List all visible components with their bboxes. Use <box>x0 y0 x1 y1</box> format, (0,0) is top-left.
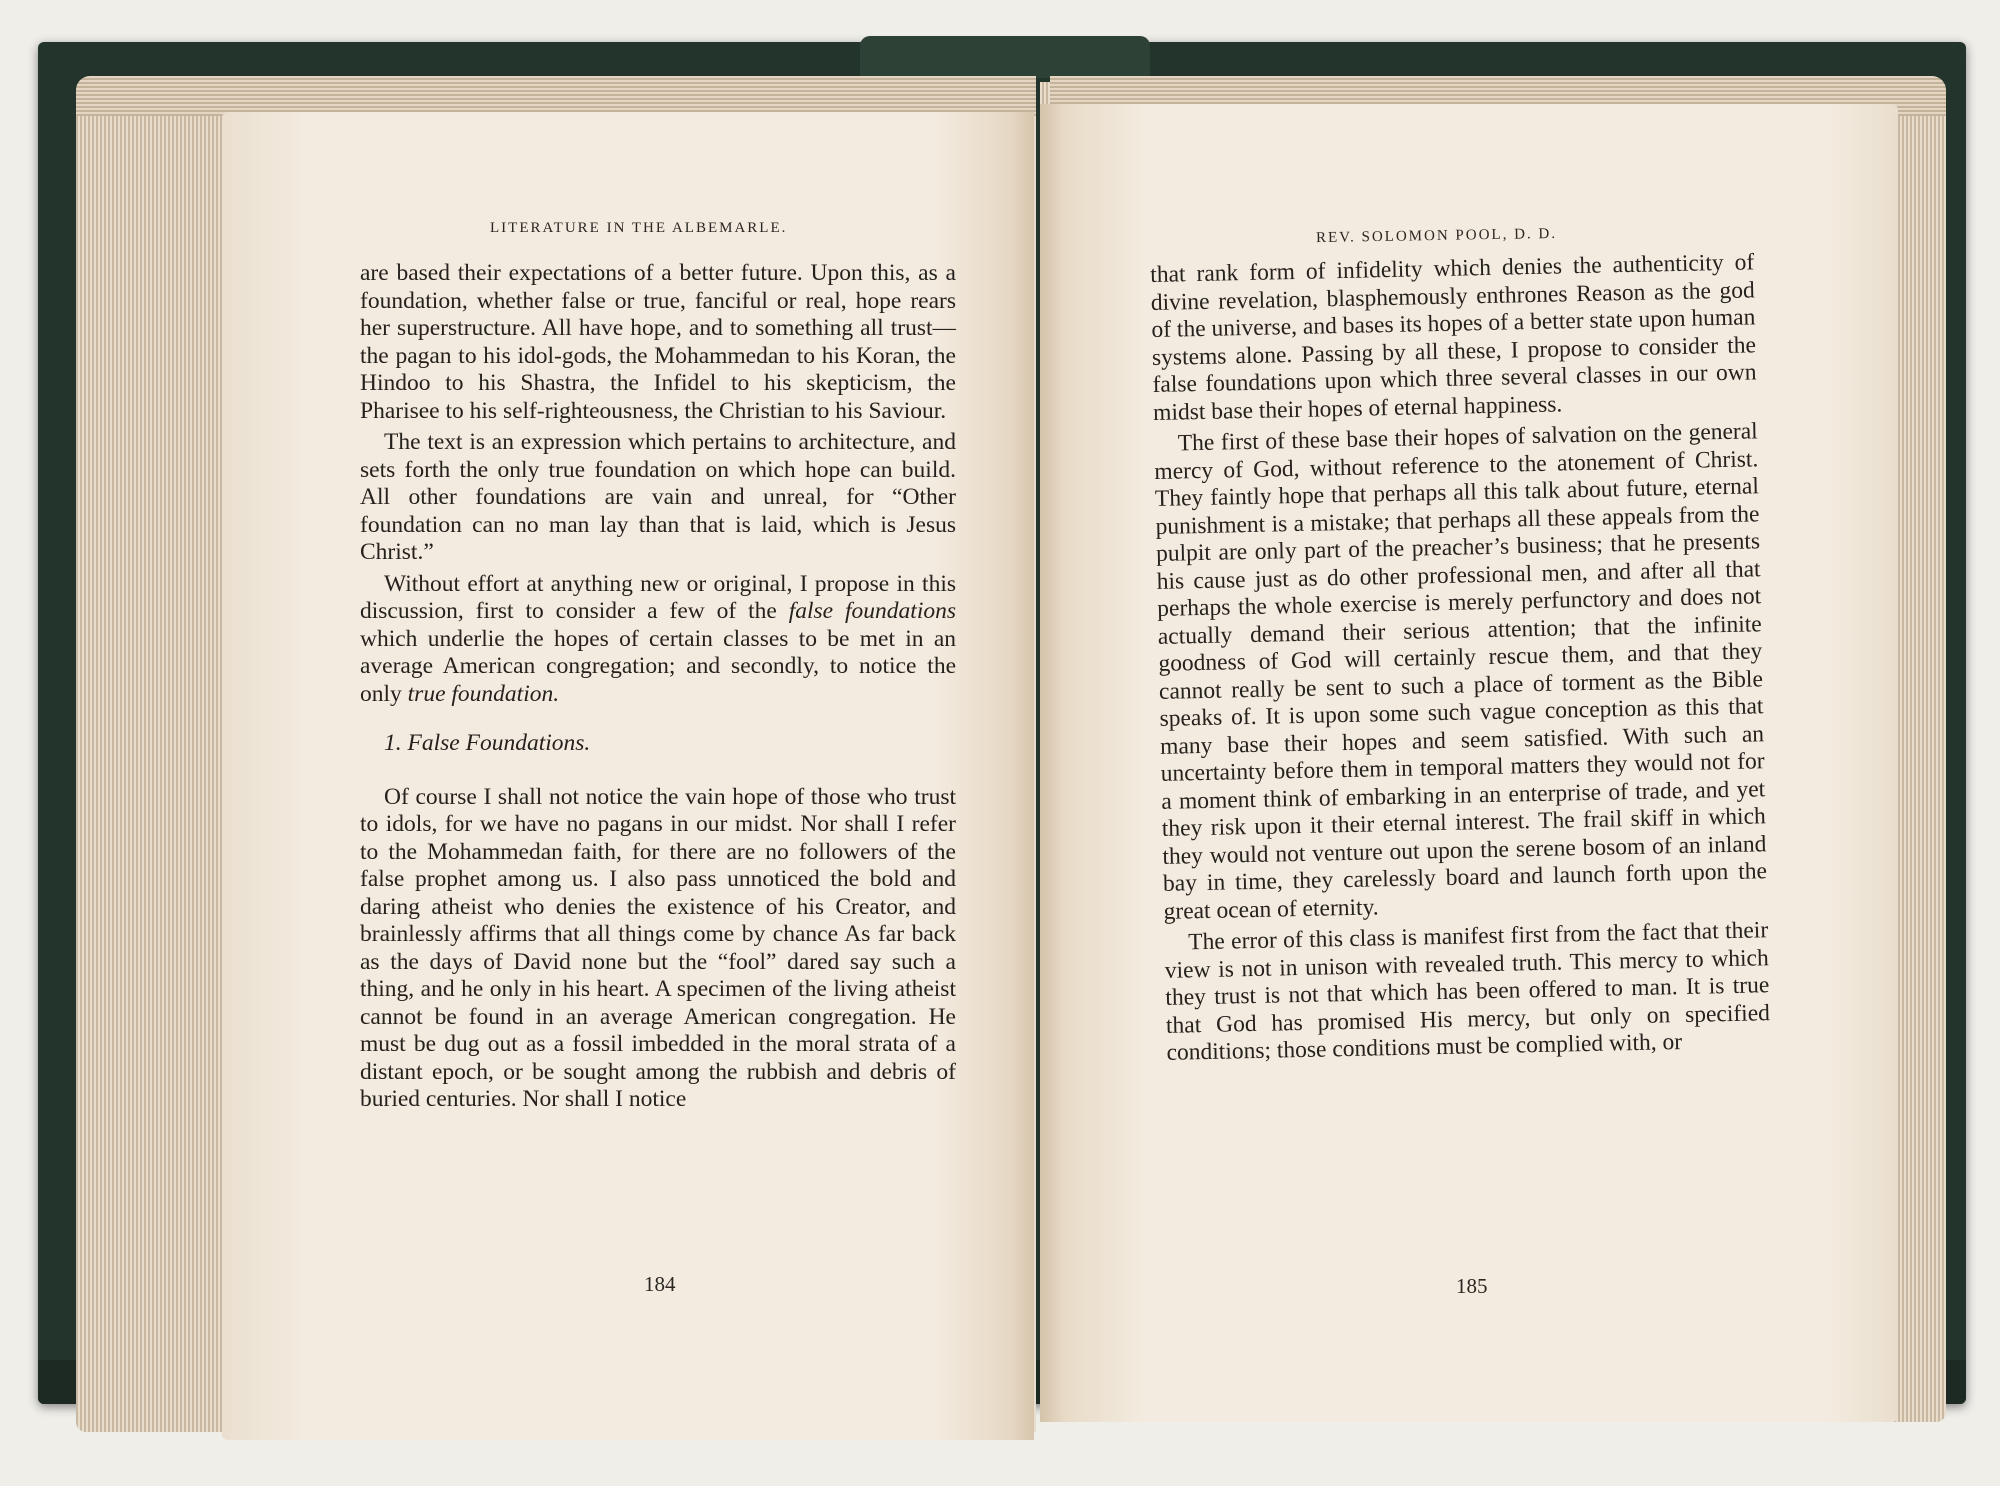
left-running-head: LITERATURE IN THE ALBEMARLE. <box>490 220 788 236</box>
right-page <box>1040 104 1898 1422</box>
right-page-body <box>1150 249 1771 1067</box>
right-running-head: REV. SOLOMON POOL, D. D. <box>1315 225 1558 247</box>
left-page-number: 184 <box>644 1272 676 1296</box>
true-foundation-emphasis: true foundation. <box>407 680 560 707</box>
right-paragraph-3: The error of this class is manifest first from the fact that their view is not in unison with revealed truth. This mercy to which they trust is not that which has been offered to man. It is true that God has promised His mercy, but only on specified conditions; those conditions must be complied with, or <box>1164 917 1771 1066</box>
left-paragraph-4: Of course I shall not notice the vain hope of those who trust to idols, for we have no pagans in our midst. Nor shall I refer to the Mohammedan faith, for there are no followers of the false prophet among us. I also pass unnoticed the bold and daring atheist who denies the existence of his Creator, and brainlessly affirms that all things come by chance As far back as the days of David none but the “fool” dared say such a thing, and he only in his heart. A specimen of the living atheist cannot be found in an average American congregation. He must be dug out as a fossil imbedded in the moral strata of a distant epoch, or be sought among the rubbish and debris of buried centuries. Nor shall I notice <box>360 783 956 1112</box>
right-paragraph-2: The first of these base their hopes of salvation on the general mercy of God, without reference to the atonement of Christ. They faintly hope that perhaps all this talk about future, eternal punishment is a mistake; that perhaps all these appeals from the pulpit are only part of the preacher’s business; that he presents his cause just as do other professional men, and after all that perhaps the whole exercise is merely perfunctory and does not actually demand their serious attention; that the infinite goodness of God will certainly rescue them, and that they cannot really be sent to such a place of torment as the Bible speaks of. It is upon some such vague conception as this that many base their hopes and seem satisfied. With such an uncertainty before them in temporal matters they would not for a moment think of embarking in an enterprise of trade, and yet they risk upon it their eternal interest. The frail skiff in which they would not venture out upon the serene bosom of an inland bay in time, they carelessly board and launch forth upon the great ocean of eternity. <box>1154 418 1768 925</box>
right-page-number: 185 <box>1456 1274 1488 1298</box>
left-paragraph-2: The text is an expression which pertains to architecture, and sets forth the only true foundation on which hope can build. All other foundations are vain and unreal, for “Other foundation can no man lay than that is laid, which is Jesus Christ.” <box>360 429 956 565</box>
left-paragraph-3: Without effort at anything new or original, I propose in this discussion, first to consider a few of the false foundations which underlie the hopes of certain classes to be met in an average American congregation; and secondly, to notice the only true foundation. <box>360 570 956 707</box>
left-paragraph-1: are based their expectations of a better future. Upon this, as a foundation, whether false or true, fanciful or real, hope rears her superstructure. All have hope, and to something all trust—the pagan to his idol-gods, the Mohammedan to his Koran, the Hindoo to his Shastra, the Infidel to his skepticism, the Pharisee to his self-righteousness, the Christian to his Saviour. <box>360 260 956 424</box>
left-page <box>222 112 1034 1440</box>
left-page-body <box>360 260 956 1114</box>
false-foundations-emphasis: false foundations <box>788 598 956 624</box>
left-top-page-edges <box>76 76 1036 116</box>
right-paragraph-1: that rank form of infidelity which denies the authenticity of divine revelation, blasphemously enthrones Reason as the god of the universe, and bases its hopes of a better state upon human systems alone. Passing by all these, I propose to consider the false foundations upon which three several classes in our own midst base their hopes of eternal happiness. <box>1150 249 1757 426</box>
book-spine <box>860 36 1150 78</box>
section-heading: 1. False Foundations. <box>384 730 591 756</box>
